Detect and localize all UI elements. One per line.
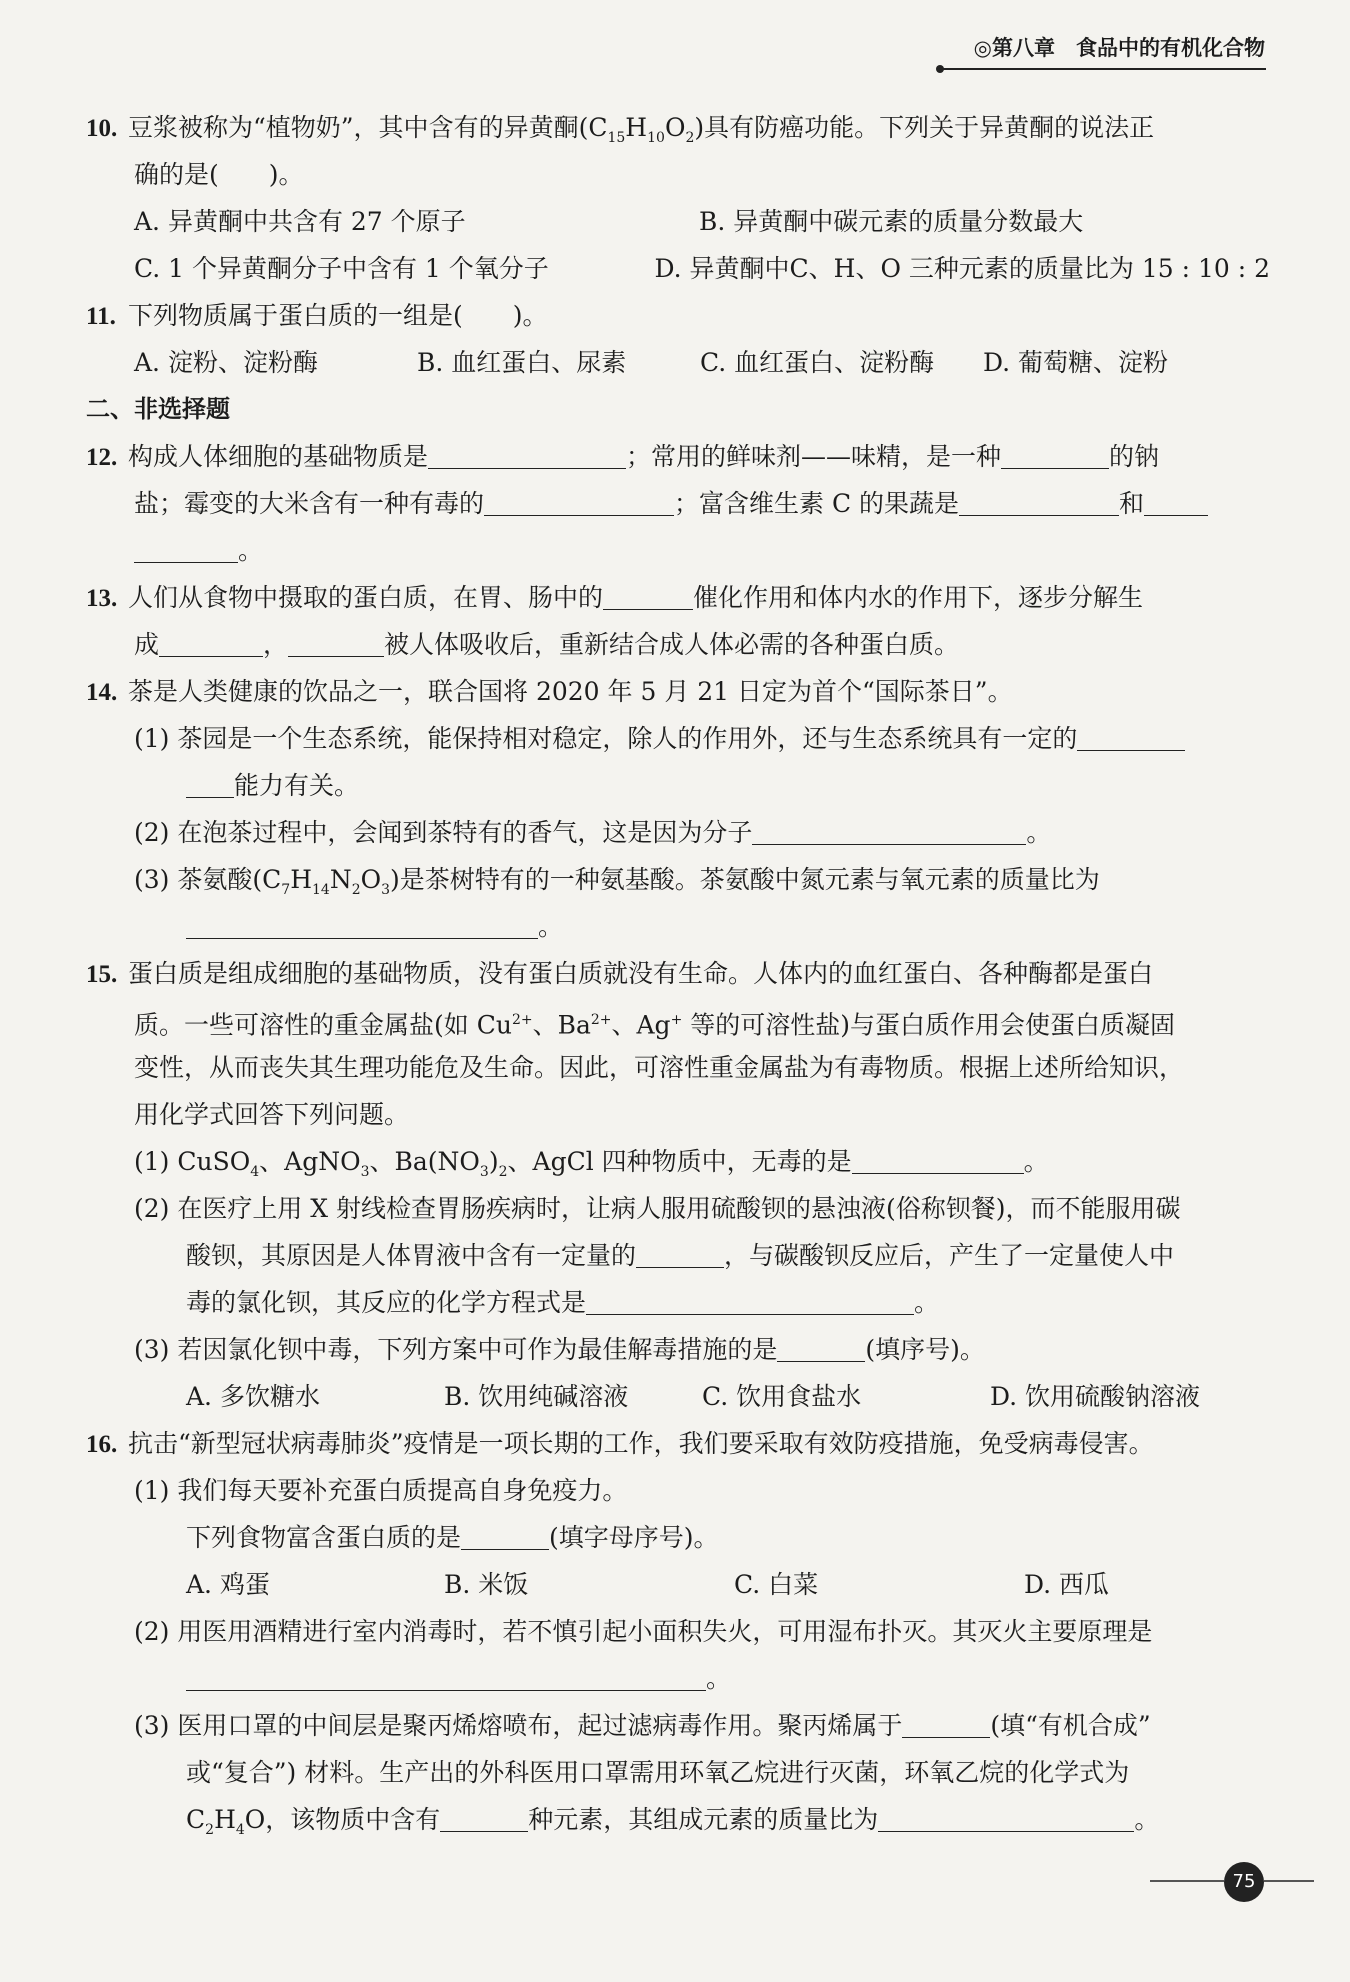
q14-blank-1-cont[interactable] <box>186 767 234 798</box>
q16-option-b: B. 米饭 <box>444 1570 529 1599</box>
q16-stem: 抗击“新型冠状病毒肺炎”疫情是一项长期的工作，我们要采取有效防疫措施，免受病毒侵害。 <box>128 1429 1154 1458</box>
q15-sub-2: 3 <box>360 1164 370 1180</box>
q11-option-d: D. 葡萄糖、淀粉 <box>983 348 1169 377</box>
q15-option-b: B. 饮用纯碱溶液 <box>444 1382 629 1411</box>
q12-number: 12. <box>86 444 118 471</box>
q10-option-b: B. 异黄酮中碳元素的质量分数最大 <box>699 207 1084 236</box>
q12-blank-3[interactable] <box>484 485 674 516</box>
q16-option-d: D. 西瓜 <box>1024 1570 1110 1599</box>
q13-blank-3[interactable] <box>288 626 384 657</box>
q10-option-c: C. 1 个异黄酮分子中含有 1 个氧分子 <box>134 254 549 283</box>
q14-formula: $C_7H_{14}N_2O_3$ <box>262 865 391 898</box>
q15-part1 <box>86 1138 1270 1185</box>
q11-line1 <box>86 292 1270 339</box>
q14-part3-line1 <box>86 856 1270 903</box>
q15-part3-end: (填序号)。 <box>865 1335 985 1364</box>
q16-part1-line2 <box>86 1514 1270 1561</box>
q15-part1-c: 、Ba(NO <box>369 1147 480 1176</box>
q12-line2 <box>86 480 1270 527</box>
q12-blank-4[interactable] <box>959 485 1119 516</box>
q14-part3-text-b: )是茶树特有的一种氨基酸。茶氨酸中氮元素与氧元素的质量比为 <box>390 865 1100 894</box>
q16-blank-3[interactable] <box>902 1707 990 1738</box>
q15-sub-3: 3 <box>479 1164 489 1180</box>
q11-option-b: B. 血红蛋白、尿素 <box>417 348 627 377</box>
q15-part1-end: 。 <box>1023 1147 1049 1176</box>
q16-formula-h: H <box>214 1805 236 1834</box>
q16-part1-b: 下列食物富含蛋白质的是 <box>186 1523 462 1552</box>
q15-blank-1[interactable] <box>852 1143 1024 1174</box>
q16-line1 <box>86 1420 1270 1467</box>
q13-text-c: 成 <box>134 630 160 659</box>
q15-blank-4[interactable] <box>777 1331 865 1362</box>
q15-blank-2[interactable] <box>636 1237 724 1268</box>
q12-blank-5-cont[interactable] <box>134 532 238 563</box>
q15-option-d: D. 饮用硫酸钠溶液 <box>990 1382 1201 1411</box>
q16-options <box>86 1561 1270 1608</box>
q12-text-a: 构成人体细胞的基础物质是 <box>128 442 429 471</box>
q12-end: 。 <box>238 536 264 565</box>
q15-part3 <box>86 1326 1270 1373</box>
q15-part1-d: ) <box>488 1147 499 1176</box>
section-heading: 二、非选择题 <box>86 395 230 423</box>
q15-text-2c: 、Ag <box>611 1010 671 1040</box>
q15-line3: 变性，从而丧失其生理功能危及生命。因此，可溶性重金属盐为有毒物质。根据上述所给知识， <box>134 1053 1185 1082</box>
q13-line1 <box>86 574 1270 621</box>
q15-ion-ag: + <box>670 1012 683 1028</box>
q16-option-a: A. 鸡蛋 <box>186 1570 270 1599</box>
footer-rule-left <box>1150 1880 1224 1882</box>
page-number: 75 <box>1224 1862 1264 1902</box>
q15-part1-b: 、AgNO <box>259 1147 361 1176</box>
q11-stem: 下列物质属于蛋白质的一组是( )。 <box>128 301 548 330</box>
q12-text-e: ；富含维生素 C 的果蔬是 <box>674 489 960 518</box>
q12-blank-2[interactable] <box>1001 438 1109 469</box>
q13-blank-1[interactable] <box>603 579 693 610</box>
q14-stem: 茶是人类健康的饮品之一，联合国将 2020 年 5 月 21 日定为首个“国际茶日”。 <box>128 677 1013 706</box>
q15-part2-c: ，与碳酸钡反应后，产生了一定量使人中 <box>724 1241 1175 1270</box>
q15-option-c: C. 饮用食盐水 <box>702 1382 862 1411</box>
q16-formula-c: C <box>186 1805 206 1834</box>
q15-text-2d: 等的可溶性盐)与蛋白质作用会使蛋白质凝固 <box>682 1010 1175 1040</box>
q15-part1-e: 、AgCl 四种物质中，无毒的是 <box>507 1147 852 1176</box>
q16-part3-end: 。 <box>1134 1805 1160 1834</box>
q15-sub-4: 2 <box>498 1164 508 1180</box>
q12-line1 <box>86 433 1270 480</box>
q13-text-b: 催化作用和体内水的作用下，逐步分解生 <box>693 583 1144 612</box>
q15-option-a: A. 多饮糖水 <box>186 1382 320 1411</box>
q13-text-a: 人们从食物中摄取的蛋白质，在胃、肠中的 <box>128 583 604 612</box>
q15-part2-d: 毒的氯化钡，其反应的化学方程式是 <box>186 1288 587 1317</box>
q10-line1 <box>86 104 1270 151</box>
q15-blank-3[interactable] <box>586 1284 914 1315</box>
q10-formula: $C_{15}H_{10}O_2$ <box>588 113 695 146</box>
q10-stem-b: )具有防癌功能。下列关于异黄酮的说法正 <box>694 113 1155 142</box>
q15-part1-a: (1) CuSO <box>134 1147 251 1176</box>
q15-part3-text: (3) 若因氯化钡中毒，下列方案中可作为最佳解毒措施的是 <box>134 1335 778 1364</box>
footer-rule-right <box>1264 1880 1314 1882</box>
q15-ion-cu: 2+ <box>511 1012 533 1028</box>
q12-text-d: 盐；霉变的大米含有一种有毒的 <box>134 489 485 518</box>
q14-number: 14. <box>86 679 118 706</box>
q12-blank-5[interactable] <box>1144 485 1208 516</box>
q13-blank-2[interactable] <box>159 626 263 657</box>
q10-option-d: D. 异黄酮中C、H、O 三种元素的质量比为 15 : 10 : 2 <box>654 254 1270 283</box>
q10-option-a: A. 异黄酮中共含有 27 个原子 <box>134 207 466 236</box>
q15-options <box>86 1373 1270 1420</box>
q16-part3-d: O，该物质中含有 <box>244 1805 441 1834</box>
q16-part3-b: (填“有机合成” <box>990 1711 1151 1740</box>
q15-text-1: 蛋白质是组成细胞的基础物质，没有蛋白质就没有生命。人体内的血红蛋白、各种酶都是蛋白 <box>128 959 1154 988</box>
q16-part3-e: 种元素，其组成元素的质量比为 <box>528 1805 879 1834</box>
q13-number: 13. <box>86 585 118 612</box>
q16-option-c: C. 白菜 <box>734 1570 819 1599</box>
q11-option-a: A. 淀粉、淀粉酶 <box>134 348 318 377</box>
q16-part2-end: 。 <box>706 1664 732 1693</box>
q14-part2-text: (2) 在泡茶过程中，会闻到茶特有的香气，这是因为分子 <box>134 818 753 847</box>
q14-part1-line1 <box>86 715 1270 762</box>
q15-part2-line1: (2) 在医疗上用 X 射线检查胃肠疾病时，让病人服用硫酸钡的悬浊液(俗称钡餐)，而不能服用碳 <box>134 1194 1181 1223</box>
q16-part2: (2) 用医用酒精进行室内消毒时，若不慎引起小面积失火，可用湿布扑灭。其灭火主要原理是 <box>134 1617 1153 1646</box>
q16-sub-2: 4 <box>235 1822 245 1838</box>
q10-stem-a: 豆浆被称为“植物奶”，其中含有的异黄酮( <box>128 113 589 142</box>
q14-line1 <box>86 668 1270 715</box>
q16-part1: (1) 我们每天要补充蛋白质提高自身免疫力。 <box>134 1476 628 1505</box>
q16-number: 16. <box>86 1431 118 1458</box>
q15-number: 15. <box>86 961 118 988</box>
q14-part2-end: 。 <box>1026 818 1052 847</box>
q12-line3 <box>86 527 1270 574</box>
q16-part3-line3 <box>86 1796 1270 1843</box>
chapter-header: ◎第八章 食品中的有机化合物 <box>973 36 1265 60</box>
q10-number: 10. <box>86 115 118 142</box>
q13-text-e: 被人体吸收后，重新结合成人体必需的各种蛋白质。 <box>384 630 960 659</box>
q10-options-row1 <box>86 198 1270 245</box>
q15-part2-line3 <box>86 1279 1270 1326</box>
q15-line2 <box>86 997 1270 1044</box>
q15-part2-b: 酸钡，其原因是人体胃液中含有一定量的 <box>186 1241 637 1270</box>
q10-options-row2 <box>86 245 1270 292</box>
q16-part2-line2 <box>86 1655 1270 1702</box>
q14-blank-1[interactable] <box>1077 720 1185 751</box>
q12-text-f: 和 <box>1119 489 1145 518</box>
q13-text-d: ， <box>263 630 289 659</box>
q12-text-c: 的钠 <box>1109 442 1160 471</box>
q14-part1-end: 能力有关。 <box>234 771 360 800</box>
q16-sub-1: 2 <box>205 1822 215 1838</box>
q16-part3-line1 <box>86 1702 1270 1749</box>
q13-line2 <box>86 621 1270 668</box>
q11-options <box>86 339 1270 386</box>
q14-part1-text: (1) 茶园是一个生态系统，能保持相对稳定，除人的作用外，还与生态系统具有一定的 <box>134 724 1078 753</box>
q15-text-2b: 、Ba <box>532 1010 591 1040</box>
header-rule <box>940 68 1266 70</box>
q14-part1-line2 <box>86 762 1270 809</box>
q14-blank-2[interactable] <box>752 814 1026 845</box>
q14-part2 <box>86 809 1270 856</box>
q10-line2: 确的是( )。 <box>134 160 304 189</box>
q16-blank-2[interactable] <box>186 1660 706 1691</box>
q16-blank-4[interactable] <box>440 1801 528 1832</box>
q15-part2-line2 <box>86 1232 1270 1279</box>
q15-line4: 用化学式回答下列问题。 <box>134 1100 410 1129</box>
q14-blank-3[interactable] <box>186 908 538 939</box>
q12-text-b: ；常用的鲜味剂——味精，是一种 <box>626 442 1002 471</box>
q16-blank-1[interactable] <box>461 1519 549 1550</box>
q15-sub-1: 4 <box>250 1164 260 1180</box>
q16-blank-5[interactable] <box>878 1801 1134 1832</box>
q14-part3-text-a: (3) 茶氨酸( <box>134 865 263 894</box>
q16-part1-c: (填字母序号)。 <box>549 1523 719 1552</box>
q15-line1 <box>86 950 1270 997</box>
q14-part3-end: 。 <box>538 912 564 941</box>
question-content <box>86 104 1270 1843</box>
q15-ion-ba: 2+ <box>590 1012 612 1028</box>
q15-part2-end: 。 <box>914 1288 940 1317</box>
q15-text-2a: 质。一些可溶性的重金属盐(如 Cu <box>134 1010 512 1040</box>
q16-part3-line2: 或“复合”) 材料。生产出的外科医用口罩需用环氧乙烷进行灭菌，环氧乙烷的化学式为 <box>186 1758 1130 1787</box>
q16-part3-a: (3) 医用口罩的中间层是聚丙烯熔喷布，起过滤病毒作用。聚丙烯属于 <box>134 1711 903 1740</box>
q11-option-c: C. 血红蛋白、淀粉酶 <box>700 348 935 377</box>
q12-blank-1[interactable] <box>428 438 626 469</box>
q14-part3-line2 <box>86 903 1270 950</box>
q11-number: 11. <box>86 303 116 330</box>
